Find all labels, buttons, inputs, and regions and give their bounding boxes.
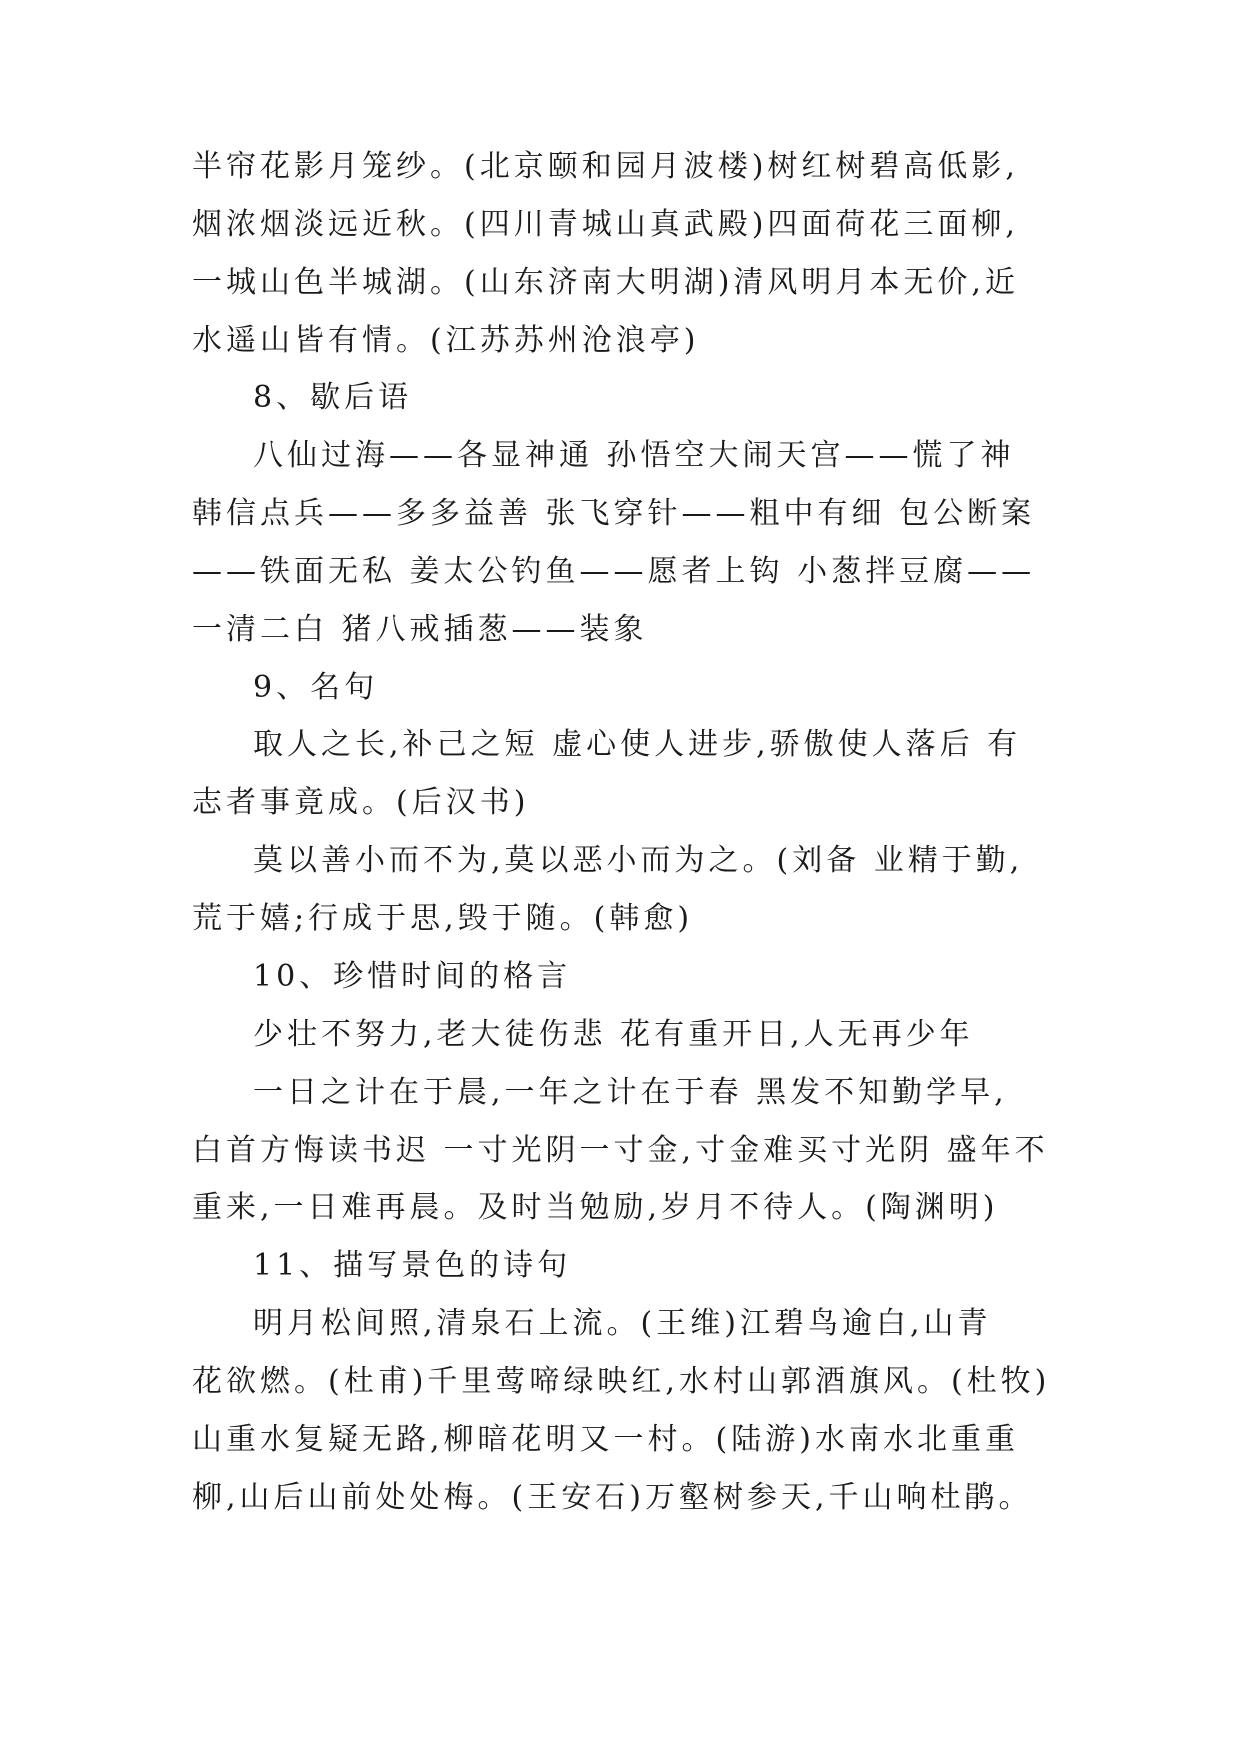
text-line: 明月松间照,清泉石上流。(王维)江碧鸟逾白,山青 bbox=[253, 1306, 992, 1341]
text-line: 白首方悔读书迟 一寸光阴一寸金,寸金难买寸光阴 盛年不 bbox=[192, 1133, 1049, 1168]
text-line: 重来,一日难再晨。及时当勉励,岁月不待人。(陶渊明) bbox=[192, 1190, 999, 1225]
section-heading: 10、珍惜时间的格言 bbox=[253, 959, 572, 994]
text-line: 少壮不努力,老大徒伤悲 花有重开日,人无再少年 bbox=[253, 1017, 974, 1052]
text-line: 志者事竟成。(后汉书) bbox=[192, 785, 530, 820]
text-line: 柳,山后山前处处梅。(王安石)万壑树参天,千山响杜鹃。 bbox=[192, 1480, 1033, 1515]
text-line: 半帘花影月笼纱。(北京颐和园月波楼)树红树碧高低影, bbox=[192, 149, 1019, 184]
text-line: 一清二白 猪八戒插葱——装象 bbox=[192, 612, 648, 647]
text-line: 花欲燃。(杜甫)千里莺啼绿映红,水村山郭酒旗风。(杜牧) bbox=[192, 1364, 1051, 1399]
text-line: 莫以善小而不为,莫以恶小而为之。(刘备 业精于勤, bbox=[253, 843, 1024, 878]
section-heading: 8、歇后语 bbox=[253, 380, 413, 415]
text-line: ——铁面无私 姜太公钓鱼——愿者上钩 小葱拌豆腐—— bbox=[192, 554, 1036, 589]
text-line: 荒于嬉;行成于思,毁于随。(韩愈) bbox=[192, 901, 694, 936]
text-line: 烟浓烟淡远近秋。(四川青城山真武殿)四面荷花三面柳, bbox=[192, 207, 1019, 242]
section-heading: 11、描写景色的诗句 bbox=[253, 1248, 572, 1283]
text-line: 一城山色半城湖。(山东济南大明湖)清风明月本无价,近 bbox=[192, 265, 1019, 300]
section-heading: 9、名句 bbox=[253, 670, 379, 705]
text-line: 一日之计在于晨,一年之计在于春 黑发不知勤学早, bbox=[253, 1075, 1008, 1110]
text-line: 山重水复疑无路,柳暗花明又一村。(陆游)水南水北重重 bbox=[192, 1422, 1019, 1457]
text-line: 韩信点兵——多多益善 张飞穿针——粗中有细 包公断案 bbox=[192, 496, 1036, 531]
text-line: 八仙过海——各显神通 孙悟空大闹天宫——慌了神 bbox=[253, 438, 1015, 473]
text-line: 水遥山皆有情。(江苏苏州沧浪亭) bbox=[192, 323, 700, 358]
text-line: 取人之长,补己之短 虚心使人进步,骄傲使人落后 有 bbox=[253, 727, 1022, 762]
